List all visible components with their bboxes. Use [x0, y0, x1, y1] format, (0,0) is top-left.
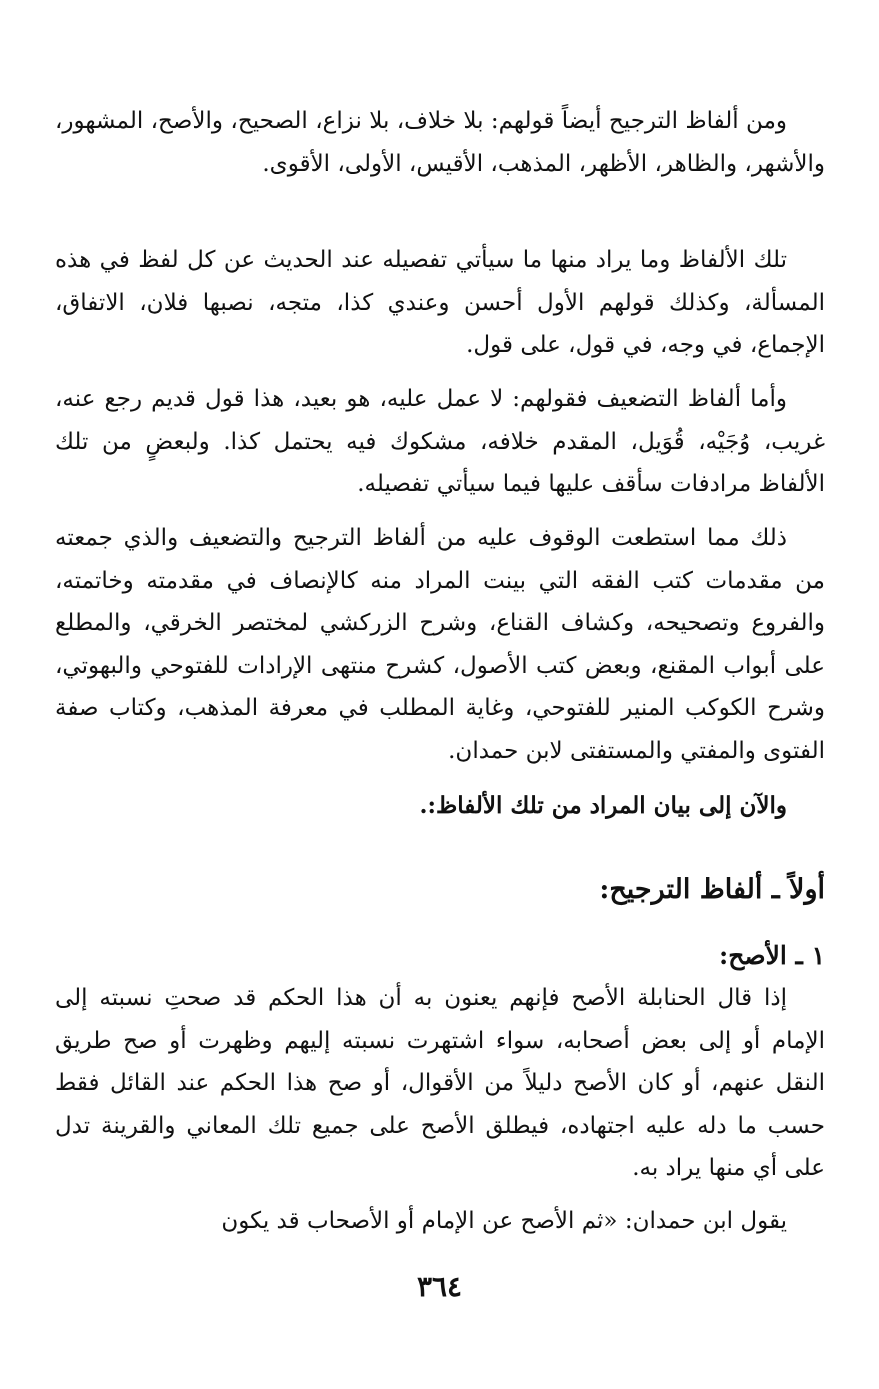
paragraph-tadif-terms: وأما ألفاظ التضعيف فقولهم: لا عمل عليه، هو بعيد، هذا قول قديم رجع عنه، غريب، وُجَيْه، قُوَيل، المقدم خلافه، مشكوك فيه يحتمل كذا. ولبعضٍ من تلك الألفاظ مرادفات سأقف عليها فيما سيأتي تفصيله. — [55, 386, 825, 497]
paragraph-terms-explanation: تلك الألفاظ وما يراد منها ما سيأتي تفصيله عند الحديث عن كل لفظ في هذه المسألة، وكذلك قولهم الأول أحسن وعندي كذا، متجه، نصبها فلان، الاتفاق، الإجماع، في وجه، في قول، على قول. — [55, 247, 825, 358]
paragraph-tarjih-terms-list: ومن ألفاظ الترجيح أيضاً قولهم: بلا خلاف، بلا نزاع، الصحيح، والأصح، المشهور، والأشهر، والظاهر، الأظهر، المذهب، الأقيس، الأولى، الأقوى. — [55, 108, 825, 177]
subsection-heading: ١ ـ الأصح: — [719, 941, 825, 970]
paragraph-sources: ذلك مما استطعت الوقوف عليه من ألفاظ الترجيح والتضعيف والذي جمعته من مقدمات كتب الفقه التي بينت المراد منه كالإنصاف في مقدمته وخاتمته، والفروع وتصحيحه، وكشاف القناع، وشرح الزركشي لمختصر الخرقي، والمطلع على أبواب المقنع، وبعض كتب الأصول، كشرح منتهى الإرادات للفتوحي والبهوتي، وشرح الكوكب المنير للفتوحي، وغاية المطلب في معرفة المذهب، وكتاب صفة الفتوى والمفتي والمستفتى لابن حمدان. — [55, 525, 825, 764]
page-number: ٣٦٤ — [416, 1270, 463, 1303]
paragraph-asahh-definition: إذا قال الحنابلة الأصح فإنهم يعنون به أن هذا الحكم قد صحتِ نسبته إلى الإمام أو إلى بعض أصحابه، سواء اشتهرت نسبته إليهم وظهرت أو صح طريق النقل عنهم، أو كان الأصح دليلاً من الأقوال، أو صح هذا الحكم عند القائل فقط حسب ما دله عليه اجتهاده، فيطلق الأصح على جميع تلك المعاني والقرينة تدل على أي منها يراد به. — [55, 985, 825, 1181]
section-heading: أولاً ـ ألفاظ الترجيح: — [599, 874, 825, 905]
paragraph-ibn-hamdan-quote: يقول ابن حمدان: «ثم الأصح عن الإمام أو الأصحاب قد يكون — [221, 1208, 787, 1234]
paragraph-transition: والآن إلى بيان المراد من تلك الألفاظ:. — [419, 792, 787, 819]
